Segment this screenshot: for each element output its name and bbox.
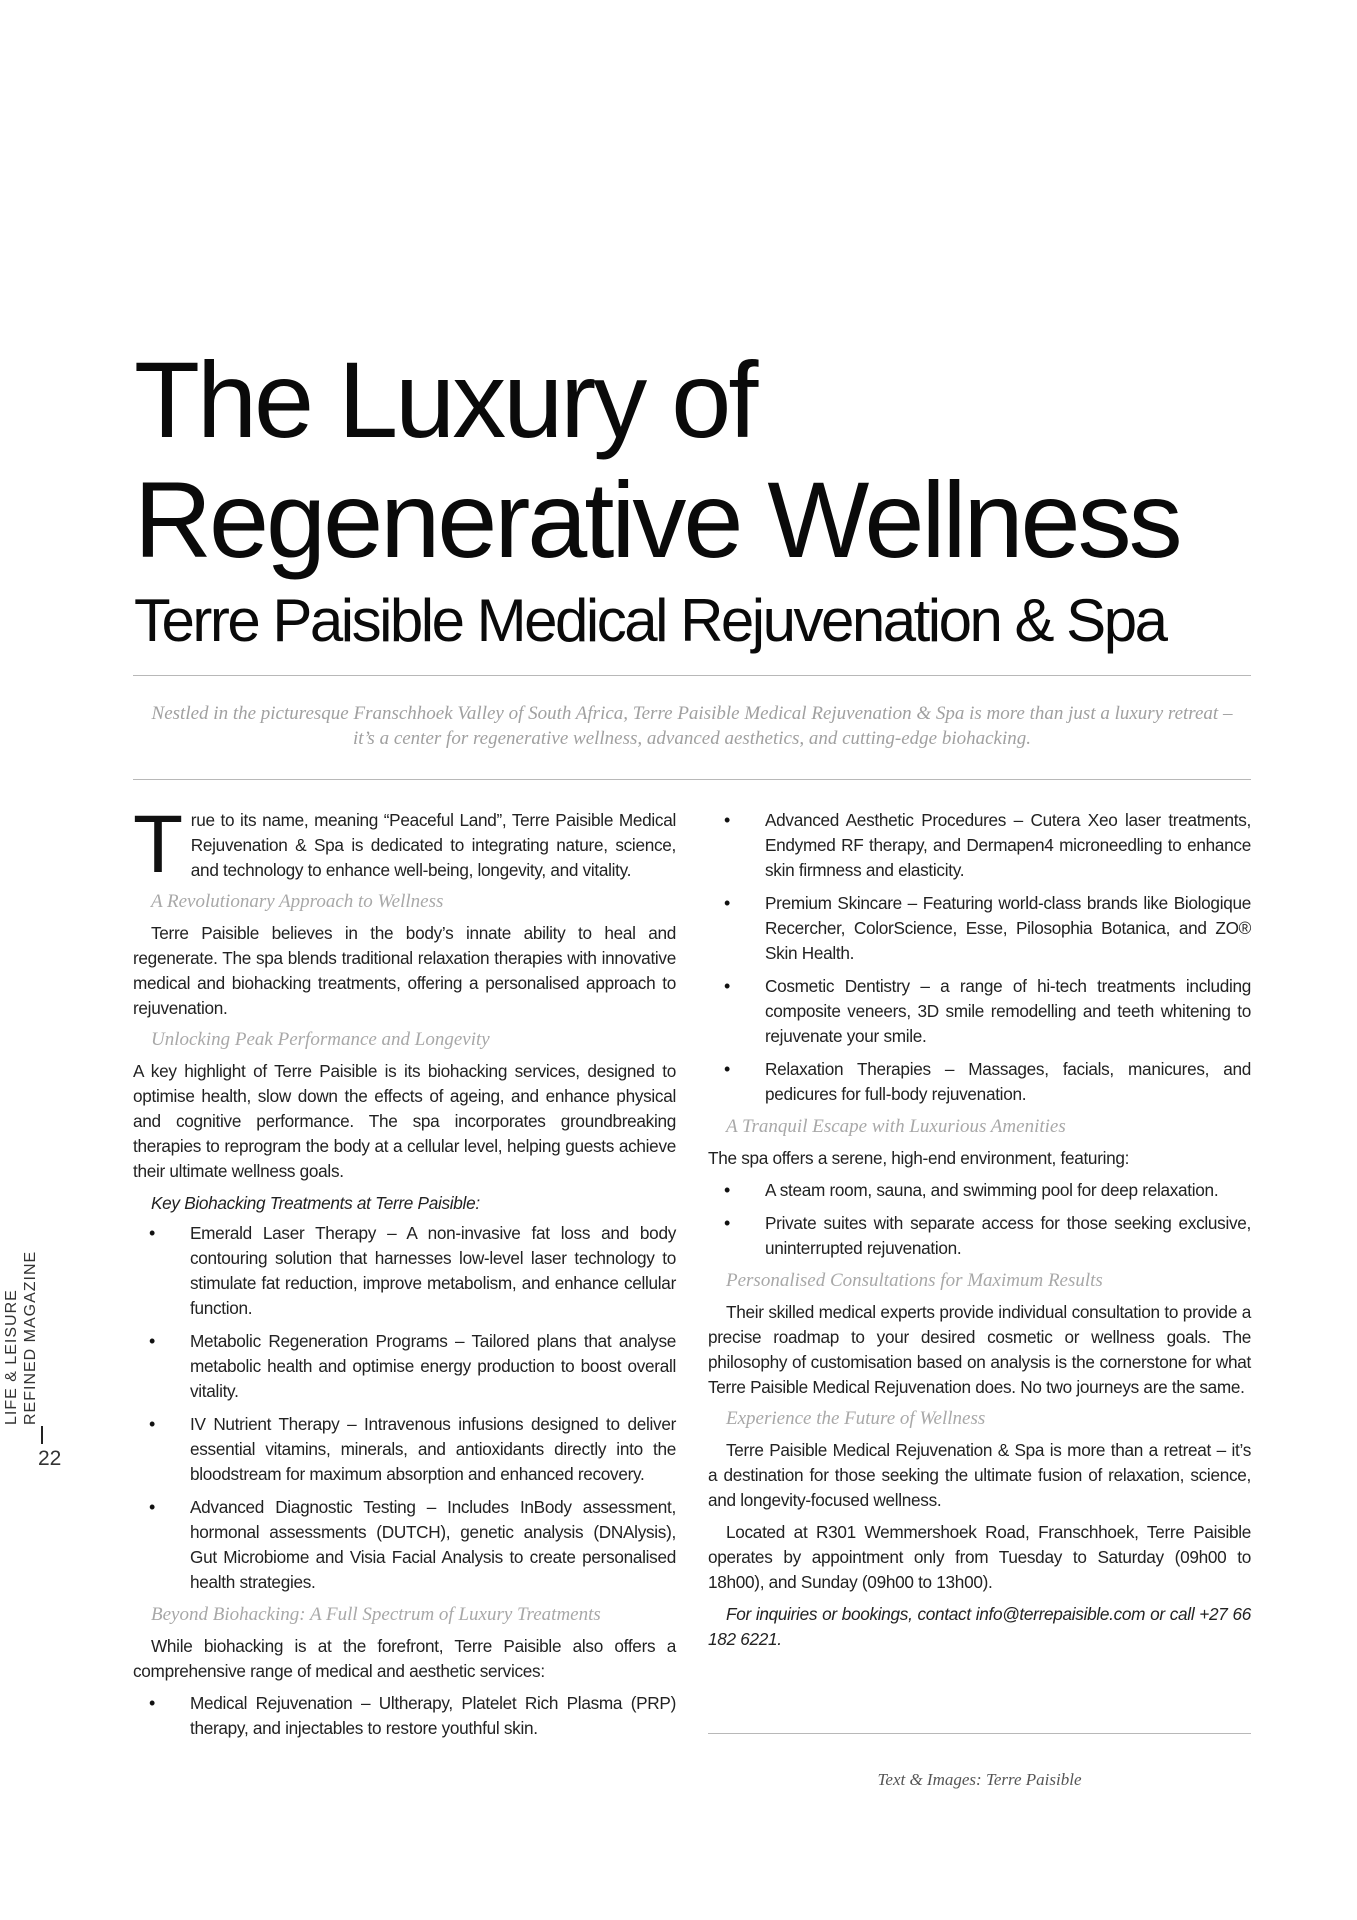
drop-cap: T: [133, 799, 183, 890]
list-item: • Advanced Aesthetic Procedures – Cutera Xeo laser treatments, Endymed RF therapy, and Dermapen4 microneedling to enhance skin firmness and elasticity.: [708, 808, 1251, 883]
contact-paragraph: For inquiries or bookings, contact info@terrepaisible.com or call +27 66 182 6221.: [708, 1604, 1251, 1649]
section-heading-consultations: Personalised Consultations for Maximum Results: [726, 1270, 1103, 1291]
list-item: • Medical Rejuvenation – Ultherapy, Platelet Rich Plasma (PRP) therapy, and injectables to restore youthful skin.: [133, 1691, 676, 1741]
section-heading-future: Experience the Future of Wellness: [726, 1408, 986, 1429]
divider-bottom: [133, 779, 1251, 780]
magazine-section-label: [2, 1251, 40, 1425]
left-column: [133, 799, 676, 1749]
paragraph-consultations: Their skilled medical experts provide individual consultation to provide a precise roadmap to your desired cosmetic or wellness goals. The philosophy of customisation based on analysis is the cornerstone for what Terre Paisible Medical Rejuvenation does. No two journeys are the same.: [708, 1302, 1251, 1397]
services-list-start: [133, 1691, 676, 1741]
list-item: • Premium Skincare – Featuring world-class brands like Biologique Recercher, ColorScience, Esse, Pilosophia Botanica, and ZO® Skin Health.: [708, 891, 1251, 966]
paragraph-beyond: While biohacking is at the forefront, Terre Paisible also offers a comprehensive range of medical and aesthetic services:: [133, 1636, 676, 1681]
list-item: • Emerald Laser Therapy – A non-invasive fat loss and body contouring solution that harnesses low-level laser technology to stimulate fat reduction, improve metabolism, and enhance cellular function.: [133, 1221, 676, 1321]
divider-credit: [708, 1733, 1251, 1734]
services-list-continued: [708, 808, 1251, 1107]
paragraph-location: Located at R301 Wemmershoek Road, Franschhoek, Terre Paisible operates by appointment only from Tuesday to Saturday (09h00 to 18h00), and Sunday (09h00 to 13h00).: [708, 1522, 1251, 1592]
page-number: 22: [38, 1447, 62, 1470]
intro-standfirst: Nestled in the picturesque Franschhoek Valley of South Africa, Terre Paisible Medical Rejuvenation & Spa is more than just a luxury retreat – it’s a center for regenerative wellness, advanced aesthetics, and cutting-edge biohacking.: [151, 703, 1233, 749]
section-label-line-2: REFINED MAGAZINE: [22, 1250, 39, 1425]
key-treatments-list: [133, 1221, 676, 1595]
section-heading-beyond: Beyond Biohacking: A Full Spectrum of Luxury Treatments: [151, 1604, 601, 1625]
list-item: • Relaxation Therapies – Massages, facials, manicures, and pedicures for full-body rejuvenation.: [708, 1057, 1251, 1107]
article-header: [134, 340, 1254, 654]
list-item: • Advanced Diagnostic Testing – Includes InBody assessment, hormonal assessments (DUTCH), genetic analysis (DNAlysis), Gut Microbiome and Visia Facial Analysis to create personalised health strategies.: [133, 1495, 676, 1595]
right-column: [708, 808, 1251, 1659]
title-line-2: Regenerative Wellness: [134, 459, 1180, 580]
list-item: • A steam room, sauna, and swimming pool for deep relaxation.: [708, 1178, 1251, 1203]
paragraph-amenities: The spa offers a serene, high-end environment, featuring:: [708, 1148, 1130, 1168]
article-subtitle: Terre Paisible Medical Rejuvenation & Spa: [134, 587, 1166, 654]
key-treatments-heading: Key Biohacking Treatments at Terre Paisible:: [151, 1193, 480, 1213]
list-item: • Cosmetic Dentistry – a range of hi-tech treatments including composite veneers, 3D smile remodelling and teeth whitening to rejuvenate your smile.: [708, 974, 1251, 1049]
paragraph-approach: Terre Paisible believes in the body’s innate ability to heal and regenerate. The spa blends traditional relaxation therapies with innovative medical and biohacking treatments, offering a personalised approach to rejuvenation.: [133, 923, 676, 1018]
sidebar-divider: [41, 1426, 43, 1444]
list-item: • Metabolic Regeneration Programs – Tailored plans that analyse metabolic health and optimise energy production to boost overall vitality.: [133, 1329, 676, 1404]
paragraph-performance: A key highlight of Terre Paisible is its biohacking services, designed to optimise health, slow down the effects of ageing, and enhance physical and cognitive performance. The spa incorporates groundbreaking therapies to reprogram the body at a cellular level, helping guests achieve their ultimate wellness goals.: [133, 1061, 676, 1181]
list-item: • IV Nutrient Therapy – Intravenous infusions designed to deliver essential vitamins, minerals, and antioxidants directly into the bloodstream for maximum absorption and enhanced recovery.: [133, 1412, 676, 1487]
section-heading-approach: A Revolutionary Approach to Wellness: [151, 891, 444, 912]
image-credit: Text & Images: Terre Paisible: [877, 1770, 1082, 1789]
title-line-1: The Luxury of: [134, 339, 756, 460]
amenities-list: [708, 1178, 1251, 1261]
section-label-line-1: LIFE & LEISURE: [3, 1289, 20, 1425]
paragraph-future: Terre Paisible Medical Rejuvenation & Spa is more than a retreat – it’s a destination for those seeking the ultimate fusion of relaxation, science, and longevity-focused wellness.: [708, 1440, 1251, 1510]
list-item: • Private suites with separate access for those seeking exclusive, uninterrupted rejuvenation.: [708, 1211, 1251, 1261]
section-heading-amenities: A Tranquil Escape with Luxurious Amenities: [726, 1116, 1066, 1137]
article-title: [134, 340, 1254, 580]
lead-text: rue to its name, meaning “Peaceful Land”, Terre Paisible Medical Rejuvenation & Spa is dedicated to integrating nature, science, and technology to enhance well-being, longevity, and vitality.: [190, 810, 676, 880]
lead-paragraph: [133, 799, 676, 890]
divider-top: [133, 675, 1251, 676]
section-heading-performance: Unlocking Peak Performance and Longevity: [151, 1029, 490, 1050]
